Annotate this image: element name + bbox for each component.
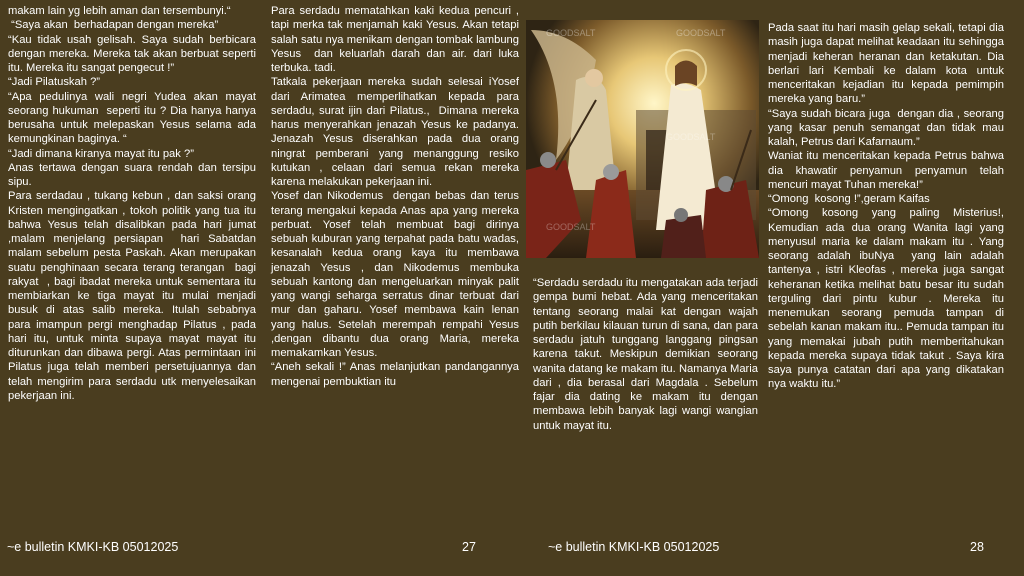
resurrection-painting-icon: [526, 20, 759, 258]
watermark: GOODSALT: [666, 132, 716, 142]
paragraph: “Serdadu serdadu itu mengatakan ada terjadi gempa bumi hebat. Ada yang menceritakan tentang seorang malai kat dengan wajah putih berkilau kilauan turun di sana, dan para serdadu jatuh tunggang langgang pingsan karena takut. Meskipun demikian seorang wanita datang ke makam itu. Namanya Maria dari , dia berasal dari Magdala . Sebelum fajar dia dating ke makam itu dengan membawa lebih banyak lagi wangi wangian untuk mayat itu.: [533, 277, 762, 432]
watermark: GOODSALT: [546, 28, 596, 38]
watermark: GOODSALT: [546, 222, 596, 232]
paragraph: Yosef dan Nikodemus dengan bebas dan terus terang mengakui kepada Anas apa yang mereka perbuat. Yosef telah membuat bagi dirinya sebuah kuburan yang terpahat pada batu wadas, kesanalah kedua orang kaya itu membawa jenazah Yesus , dan Nikodemus membuka sebuah kantong dan mengeluarkan minyak palit yang wangi seharga serratus dinar terbuat dari mur dan gaharu. Yosef membawa kain lenan yang halus. Setelah merempah rempahi Yesus ,dengan dibantu dua orang Maria, mereka memakamkan Yesus.: [271, 190, 523, 359]
text-column-4: [768, 21, 1008, 392]
paragraph: “Aneh sekali !” Anas melanjutkan pandangannya mengenai pembuktian itu: [271, 361, 523, 388]
text-column-1: [8, 4, 266, 403]
paragraph: Pada saat itu hari masih gelap sekali, tetapi dia masih juga dapat melihat keadaan itu sehingga menjadi keheran heranan dan ketakutan. Dia berlari lari Kembali ke dalam kota untuk menceritakan kejadian itu kepada pemimpin mereka yang baru.”: [768, 22, 1008, 106]
paragraph: “Saya akan berhadapan dengan mereka”: [8, 19, 219, 32]
paragraph: Tatkala pekerjaan mereka sudah selesai iYosef dari Arimatea memperlihatkan kepada para serdadu, surat ijin dari Pilatus., Dimana mereka harus menyerahkan jenazah Yesus ke padanya. Jenazah Yesus diserahkan pada dua orang ningrat pemberani yang menanggung resiko kutukan , celaan dari semua rekan mereka karena melakukan pekerjaan ini.: [271, 76, 523, 188]
paragraph: “Jadi Pilatuskah ?”: [8, 76, 101, 89]
text-column-3: [533, 276, 762, 433]
paragraph: “Kau tidak usah gelisah. Saya sudah berbicara dengan mereka. Mereka tak akan berbuat seperti itu. Mereka itu sangat pengecut !”: [8, 33, 260, 74]
paragraph: Waniat itu menceritakan kepada Petrus bahwa dia khawatir penyamun penyamun telah mencuri mayat Tuhan mereka!”: [768, 150, 1008, 191]
paragraph: “Omong kosong !”,geram Kaifas: [768, 193, 930, 205]
page-number: 27: [462, 540, 476, 554]
paragraph: “Apa pedulinya wali negri Yudea akan mayat seorang hukuman seperti itu ? Dia hanya hanya berusaha untuk melepaskan Yesus selama ada kemungkinan baginya. “: [8, 90, 260, 146]
paragraph: Anas tertawa dengan suara rendah dan tersipu sipu.: [8, 161, 260, 188]
paragraph: “Saya sudah bicara juga dengan dia , seorang yang kasar penuh semangat dan tidak mau kalah, Petrus dari Kafarnaum.”: [768, 107, 1008, 148]
paragraph: makam lain yg lebih aman dan tersembunyi.“: [8, 5, 231, 17]
watermark: GOODSALT: [676, 28, 726, 38]
paragraph: “Omong kosong yang paling Misterius!, Kemudian ada dua orang Wanita lagi yang menyusul maria ke dalam makam itu . Yang seorang adalah ibuNya yang lain adalah tantenya , istri Kleofas , mereka juga sangat keheranan ketika melihat batu besar itu sudah terguling dari pintu kubur . Mereka itu menemukan seorang pemuda tampan di sebelah kanan makam itu.. Pemuda tampan itu yang memakai jubah putih memberitahukan kepada mereka supaya tidak takut . Saya kira saya punya catatan dari apa yang dikatakan nya waktu itu.”: [768, 207, 1008, 391]
footer-label: ~e bulletin KMKI-KB 05012025: [548, 540, 720, 554]
page-number: 28: [970, 540, 984, 554]
paragraph: “Jadi dimana kiranya mayat itu pak ?”: [8, 147, 194, 160]
footer-label: ~e bulletin KMKI-KB 05012025: [7, 540, 179, 554]
text-column-2: [271, 4, 523, 389]
paragraph: Para serdadu mematahkan kaki kedua pencuri , tapi merka tak menjamah kaki Yesus. Akan tetapi salah satu nya menikam dengan tombak lambung Yesus dan keluarlah darah dan air. dari luka terbuka. tadi.: [271, 5, 523, 74]
paragraph: Para serdadau , tukang kebun , dan saksi orang Kristen mengingatkan , tokoh politik yang tua itu bahwa Yesus telah disalibkan pada hari jumat ,malam menjelang persiapan hari Sabatdan malam sebelum pesta Paskah. Akan merupakan suatu penghinaan secara terang terangan bagi rakyat , bagi ibadat mereka untuk sementara itu membiarkan ke tiga mayat itu mulai menjadi busuk di atas salib mereka. Itulah sebabnya para imampun pergi menghadap Pilatus , pada hari itu, untuk minta supaya mayat mayat itu diturunkan dan dibawa pergi. Atas permintaan ini Pilatus juga telah memberi persetujuannya dan telah mengirim para serdadu utk menyelesaikan pekerjaan ini.: [8, 190, 266, 402]
